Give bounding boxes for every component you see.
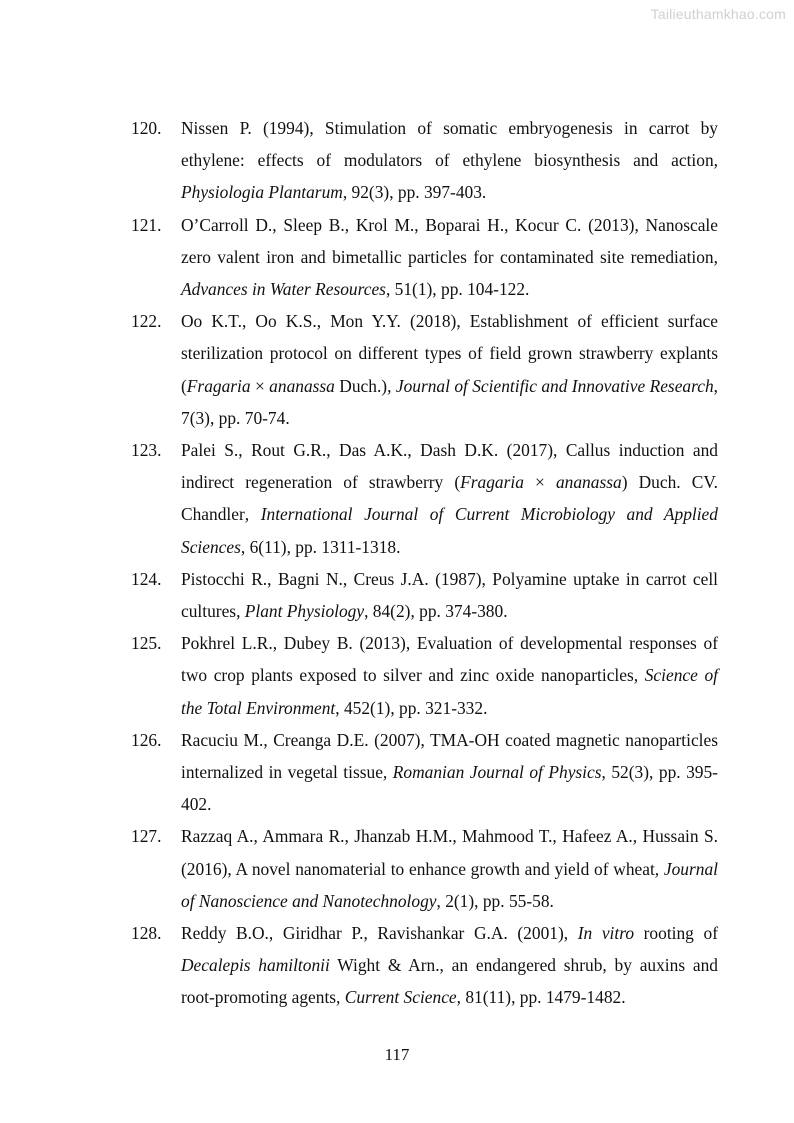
reference-italic-segment: , [236, 601, 241, 622]
reference-italic-segment: ananassa [269, 375, 335, 396]
reference-number: 124. [131, 568, 162, 589]
reference-italic-segment: , [387, 375, 392, 396]
reference-text [181, 215, 718, 299]
reference-segment: , 6(11), pp. 1311-1318. [240, 536, 401, 557]
reference-italic-segment: Physiologia Plantarum [181, 182, 343, 203]
reference-italic-segment: In vitro [577, 923, 635, 944]
reference-italic-segment: , [713, 246, 718, 267]
reference-segment: Duch.) [334, 375, 388, 396]
reference-item [131, 563, 718, 627]
reference-italic-segment: ananassa [555, 472, 622, 493]
reference-italic-segment: Science of the Total Environment [181, 665, 718, 718]
reference-italic-segment: Journal of Nanoscience and Nanotechnology [181, 858, 718, 911]
reference-item [131, 820, 718, 917]
reference-item [131, 305, 719, 434]
reference-segment: , 51(1), pp. 104-122. [385, 279, 530, 300]
reference-segment [249, 504, 261, 524]
reference-number: 127. [131, 826, 162, 847]
reference-item [131, 627, 718, 724]
reference-segment: Nissen P. (1994), Stimulation of somatic embryogenesis in carrot by ethylene: effects of modulators of ethylene biosynthesis and action [181, 118, 718, 171]
reference-text [181, 826, 718, 910]
reference-italic-segment: Romanian Journal of Physics [392, 762, 602, 783]
reference-italic-segment: Advances in Water Resources [181, 279, 386, 300]
reference-text [181, 633, 718, 717]
reference-segment: ) Duch. CV. Chandler [181, 472, 718, 525]
reference-segment: , 92(3), pp. 397-403. [342, 182, 487, 203]
reference-segment: , 84(2), pp. 374-380. [364, 601, 508, 622]
reference-segment: , 81(11), pp. 1479-1482. [456, 987, 626, 1008]
reference-segment: rooting of [634, 923, 718, 944]
reference-number: 121. [131, 214, 162, 235]
reference-text [181, 440, 718, 557]
reference-item [131, 112, 718, 209]
reference-segment: , 2(1), pp. 55-58. [436, 890, 554, 911]
reference-text [181, 569, 718, 621]
reference-number: 125. [131, 633, 162, 654]
reference-italic-segment: Current Science [344, 987, 457, 1008]
reference-italic-segment: , [336, 987, 341, 1008]
reference-number: 123. [131, 440, 162, 461]
reference-italic-segment: Fragaria [186, 375, 251, 396]
reference-item [131, 917, 718, 1014]
reference-italic-segment: , [654, 858, 660, 879]
reference-item [131, 724, 718, 821]
page-number: 117 [384, 1045, 410, 1064]
reference-italic-segment: , [382, 762, 388, 783]
reference-segment: × [250, 375, 270, 396]
reference-italic-segment: , [713, 150, 718, 171]
reference-text [181, 311, 718, 428]
reference-segment: Wight & Arn., an endangered shrub, by auxins and root-promoting agents [181, 955, 718, 1008]
reference-italic-segment: , [244, 504, 250, 525]
reference-italic-segment: Plant Physiology [244, 601, 365, 622]
reference-segment: , 7(3), pp. 70-74. [181, 375, 719, 428]
reference-italic-segment: Journal of Scientific and Innovative Research [395, 375, 714, 396]
reference-italic-segment: , [633, 665, 639, 686]
reference-segment: , 452(1), pp. 321-332. [335, 697, 488, 718]
reference-italic-segment: Fragaria [460, 472, 524, 493]
reference-segment: Reddy B.O., Giridhar P., Ravishankar G.A. (2001), [181, 923, 578, 944]
watermark-text: Tailieuthamkhao.com [650, 6, 786, 22]
reference-text [181, 118, 718, 202]
reference-segment [638, 665, 645, 685]
reference-text [181, 730, 718, 814]
reference-text [181, 923, 718, 1007]
reference-segment: Racuciu M., Creanga D.E. (2007), TMA-OH coated magnetic nanoparticles internalized in vegetal tissue [181, 729, 718, 783]
reference-segment: × [523, 472, 556, 493]
reference-italic-segment: Decalepis hamiltonii [181, 955, 330, 976]
reference-list [0, 112, 794, 1014]
reference-segment: Razzaq A., Ammara R., Jhanzab H.M., Mahmood T., Hafeez A., Hussain S. (2016), A novel nanomaterial to enhance growth and yield of wheat [181, 826, 718, 879]
reference-segment: Oo K.T., Oo K.S., Mon Y.Y. (2018), Establishment of efficient surface sterilization protocol on different types of field grown strawberry explants ( [181, 311, 718, 396]
reference-item [131, 209, 718, 306]
reference-number: 128. [131, 923, 162, 944]
reference-number: 120. [131, 118, 162, 138]
reference-number: 126. [131, 729, 162, 750]
reference-italic-segment: International Journal of Current Microbiology and Applied Sciences [181, 504, 718, 557]
reference-segment: O’Carroll D., Sleep B., Krol M., Boparai H., Kocur C. (2013), Nanoscale zero valent iron and bimetallic particles for contaminated site remediation [181, 214, 718, 267]
reference-item [131, 434, 718, 563]
reference-segment: Pistocchi R., Bagni N., Creus J.A. (1987), Polyamine uptake in carrot cell cultures [181, 568, 718, 622]
reference-segment: Pokhrel L.R., Dubey B. (2013), Evaluation of developmental responses of two crop plants exposed to silver and zinc oxide nanoparticles [181, 633, 718, 686]
reference-segment: , 52(3), pp. 395-402. [181, 762, 718, 815]
reference-segment: Palei S., Rout G.R., Das A.K., Dash D.K. (2017), Callus induction and indirect regeneration of strawberry ( [181, 440, 718, 493]
reference-number: 122. [131, 311, 162, 332]
